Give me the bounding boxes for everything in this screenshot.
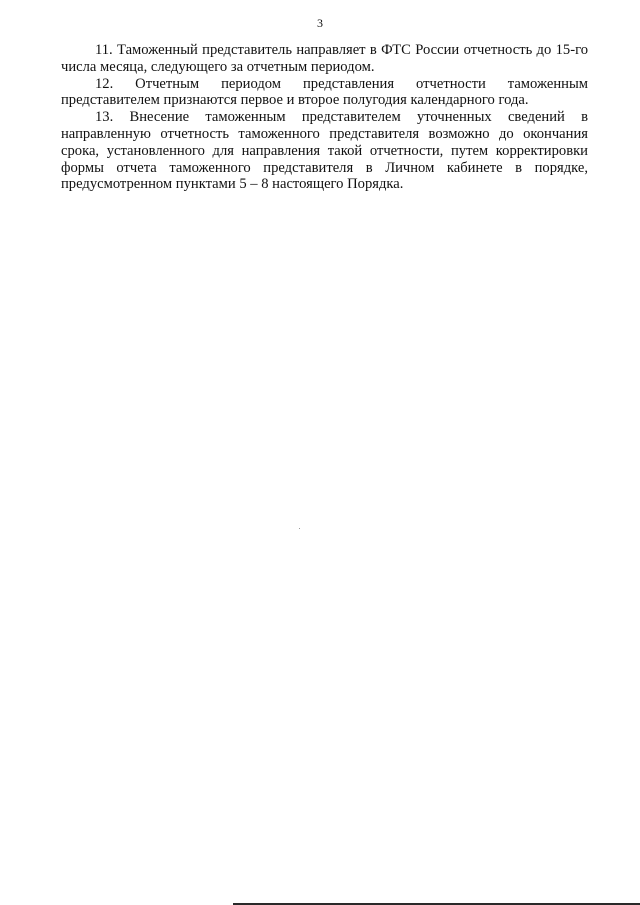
paragraph-11: 11. Таможенный представитель направляет в ФТС России отчетность до 15-го числа месяца, следующего за отчетным периодом. xyxy=(61,42,588,75)
paragraph-12: 12. Отчетным периодом представления отчетности таможенным представителем признаются первое и второе полугодия календарного года. xyxy=(61,75,588,109)
paragraph-13: 13. Внесение таможенным представителем уточненных сведений в направленную отчетность таможенного представителя возможно до окончания срока, установленного для направления такой отчетности, путем корректировки формы отчета таможенного представителя в Личном кабинете в порядке, предусмотренном пунктами 5 – 8 настоящего Порядка. xyxy=(61,109,588,193)
scan-artifact-dot xyxy=(299,528,300,529)
document-body xyxy=(61,42,588,193)
page-number: 3 xyxy=(317,16,323,30)
